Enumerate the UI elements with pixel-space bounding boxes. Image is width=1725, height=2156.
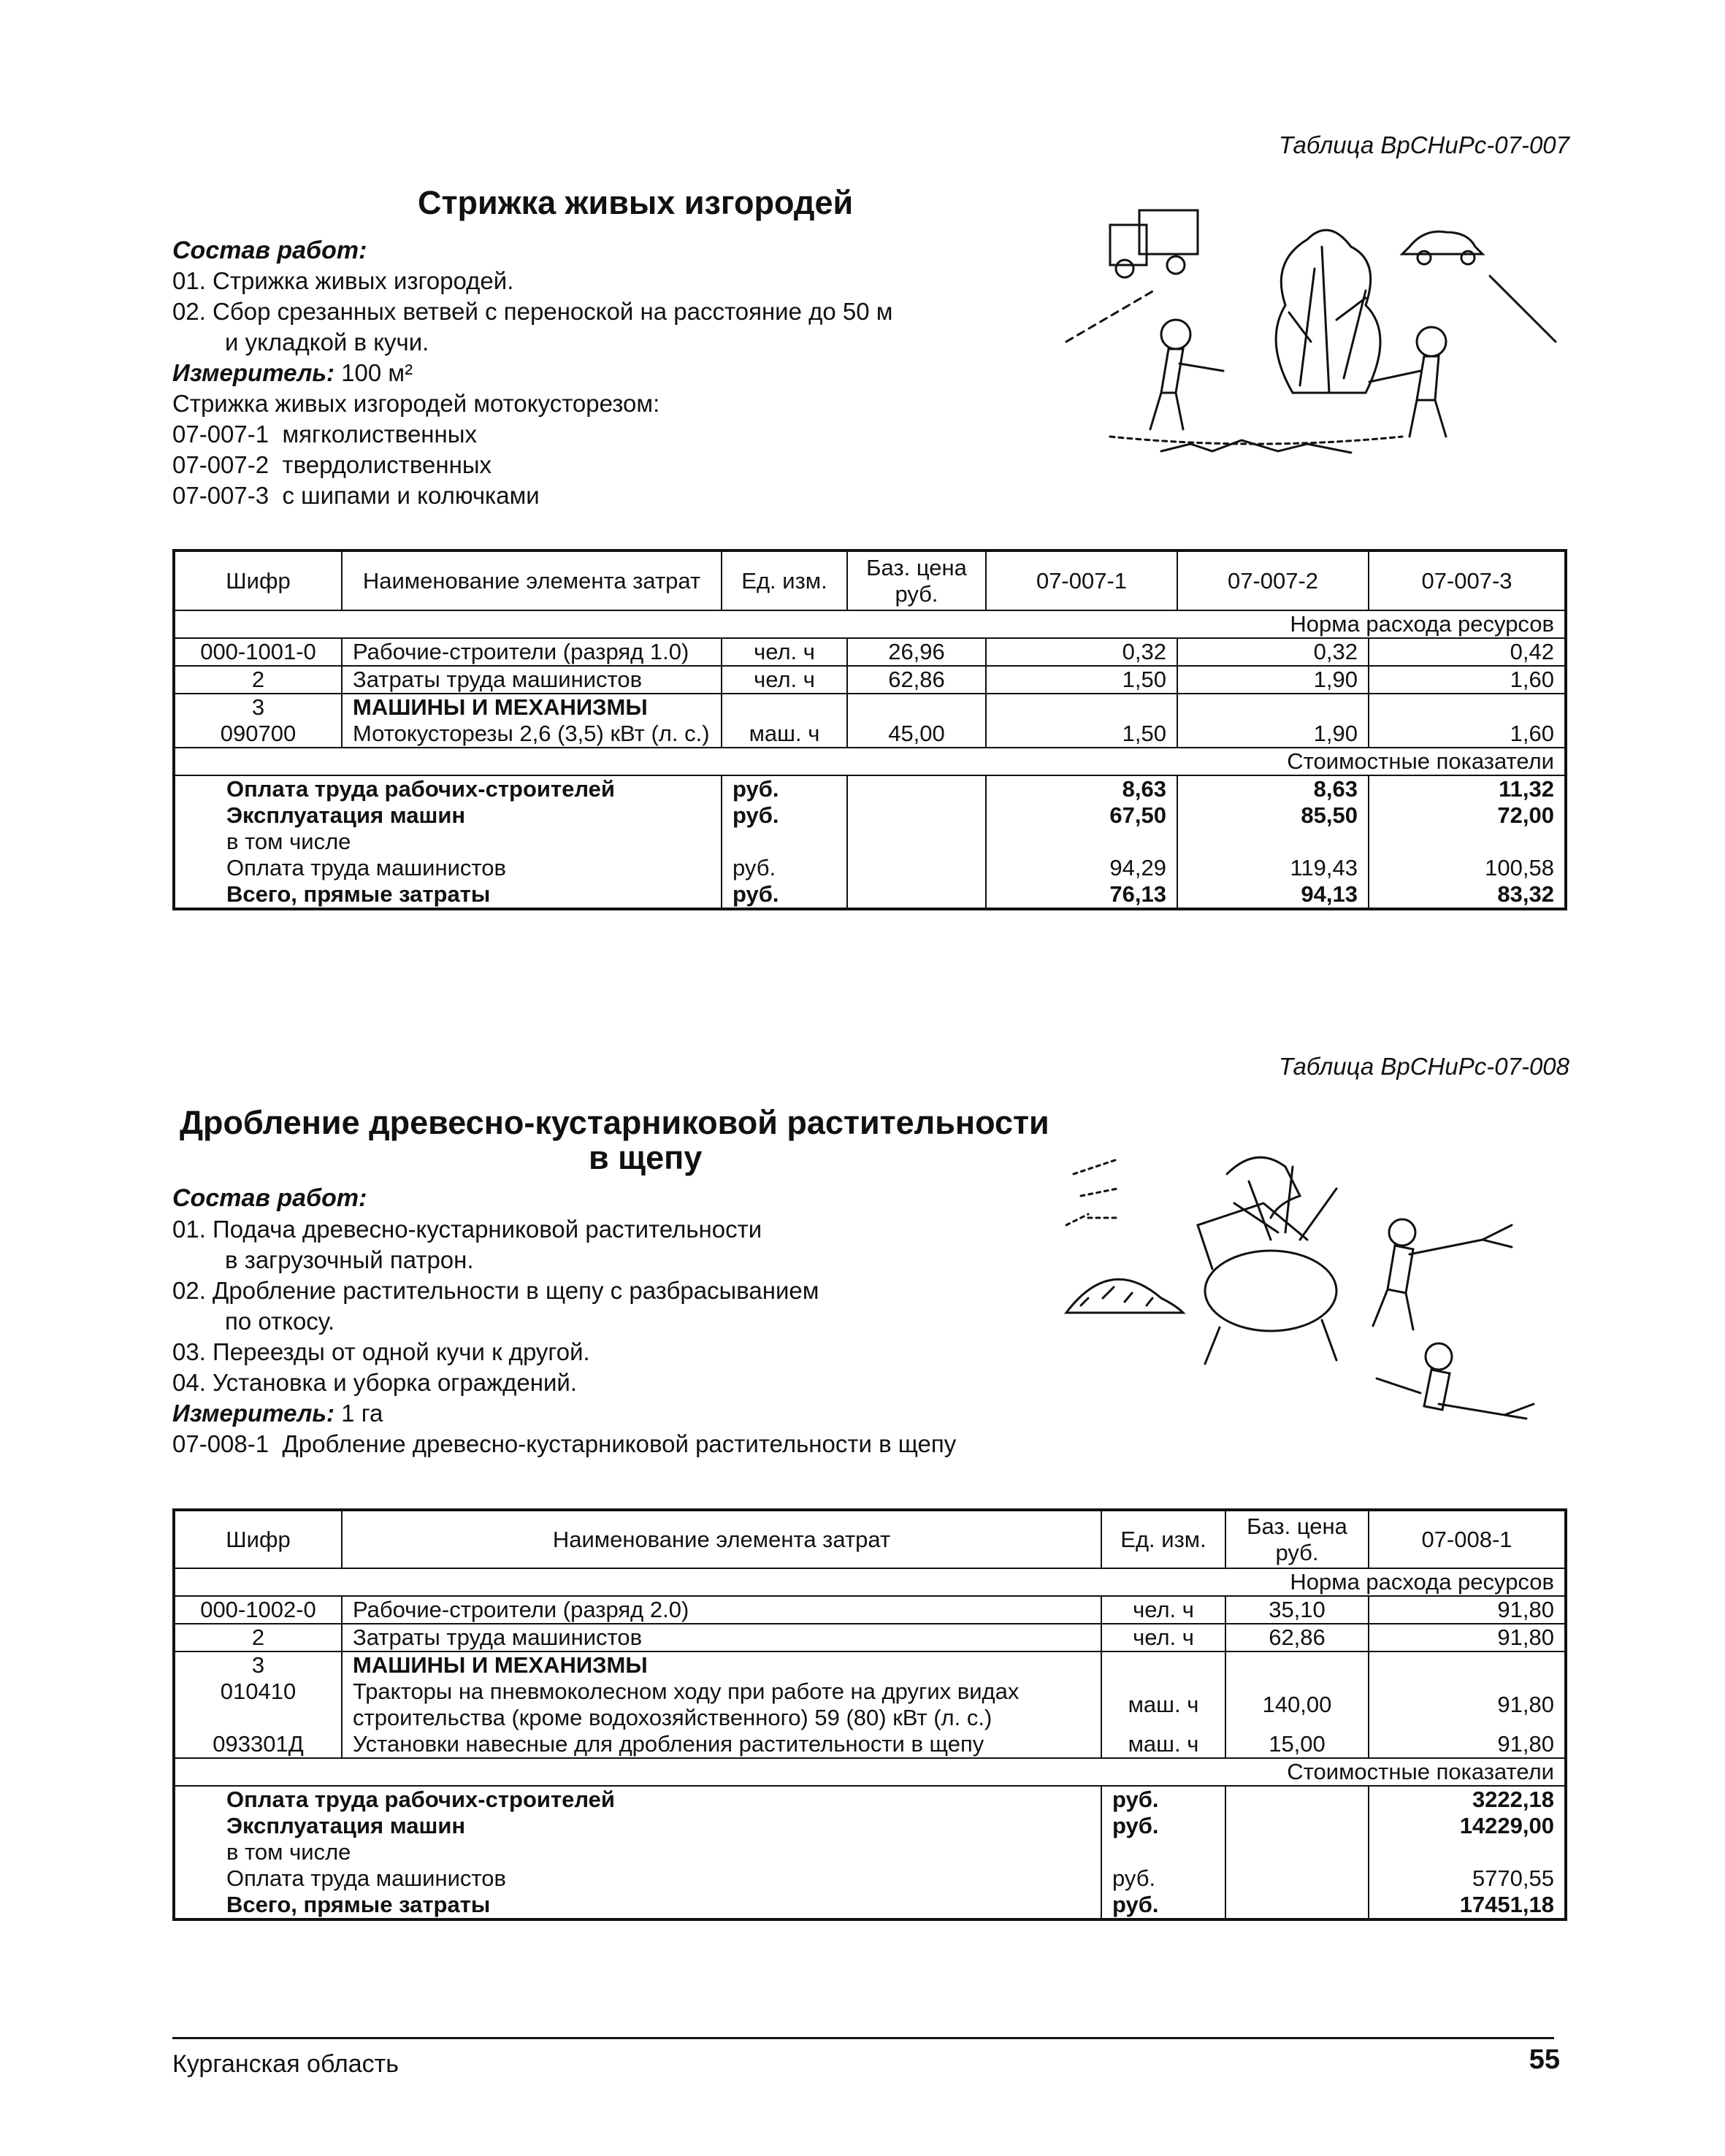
variant-line: 07-007-1 мягколиственных xyxy=(172,421,477,448)
header-price: Баз. цена руб. xyxy=(1225,1510,1369,1568)
step-line: по откосу. xyxy=(225,1308,335,1335)
meter-line: Измеритель: 100 м² xyxy=(172,359,413,386)
header-name: Наименование элемента затрат xyxy=(342,1510,1101,1568)
header-variant: 07-007-3 xyxy=(1369,550,1566,610)
table-row: 2 Затраты труда машинистов чел. ч 62,86 91,80 xyxy=(174,1624,1566,1651)
step-line: 04. Установка и уборка ограждений. xyxy=(172,1369,577,1396)
step-line: в загрузочный патрон. xyxy=(225,1246,474,1273)
section-norm: Норма расхода ресурсов xyxy=(174,1568,1566,1596)
step-line: 02. Дробление растительности в щепу с разбрасыванием xyxy=(172,1277,819,1304)
truck-icon xyxy=(1139,210,1198,254)
header-variant: 07-007-1 xyxy=(986,550,1177,610)
header-code: Шифр xyxy=(174,1510,342,1568)
resource-table xyxy=(172,549,1567,910)
table-label: Таблица ВрСНиРс-07-007 xyxy=(1279,131,1569,158)
section-title: Стрижка живых изгородей xyxy=(418,184,854,221)
cost-block: Оплата труда рабочих-строителей Эксплуатация машин в том числе Оплата труда машинистов Всего, прямые затраты руб. руб. руб. руб. 8,63 67,50 94,29 76,13 8,63 85,50 119,43 94,13 11,32 72,00 100,58 83,32 xyxy=(174,775,1566,909)
cost-block: Оплата труда рабочих-строителей Эксплуатация машин в том числе Оплата труда машинистов Всего, прямые затраты руб. руб. руб. руб. 3222,18 14229,00 5770,55 17451,18 xyxy=(174,1786,1566,1919)
composition-label: Состав работ: xyxy=(172,1184,367,1212)
table-row: 000-1002-0 Рабочие-строители (разряд 2.0) чел. ч 35,10 91,80 xyxy=(174,1596,1566,1624)
composition-label: Состав работ: xyxy=(172,237,367,264)
table-row: 3 010410 093301Д МАШИНЫ И МЕХАНИЗМЫ Тракторы на пневмоколесном ходу при работе на других видах строительства (кроме водохозяйственного) 59 (80) кВт (л. с.) Установки навесные для дробления растительности в щепу маш. ч маш. ч 140,00 15,00 91,80 91,80 xyxy=(174,1651,1566,1758)
step-line: 01. Стрижка живых изгородей. xyxy=(172,267,514,294)
header-variant: 07-007-2 xyxy=(1177,550,1369,610)
section-cost: Стоимостные показатели xyxy=(174,1758,1566,1786)
meter-line: Измеритель: 1 га xyxy=(172,1400,383,1427)
table-label: Таблица ВрСНиРс-07-008 xyxy=(1279,1053,1569,1080)
section-cost: Стоимостные показатели xyxy=(174,748,1566,775)
wood-chipper-illustration xyxy=(1052,1130,1563,1437)
step-line: 01. Подача древесно-кустарниковой растительности xyxy=(172,1216,762,1243)
header-name: Наименование элемента затрат xyxy=(342,550,722,610)
hedge-trimming-illustration xyxy=(1052,196,1563,488)
footer-rule xyxy=(172,2037,1554,2039)
table-row: 000-1001-0 Рабочие-строители (разряд 1.0) чел. ч 26,96 0,32 0,32 0,42 xyxy=(174,638,1566,666)
footer-region: Курганская область xyxy=(172,2050,399,2078)
variant-line: 07-007-2 твердолиственных xyxy=(172,451,492,478)
header-unit: Ед. изм. xyxy=(722,550,847,610)
header-code: Шифр xyxy=(174,550,342,610)
page-number: 55 xyxy=(1529,2044,1560,2075)
step-line: и укладкой в кучи. xyxy=(225,329,429,356)
section-title: Дробление древесно-кустарниковой растительности xyxy=(180,1104,1049,1141)
variant-line: 07-007-3 с шипами и колючками xyxy=(172,482,540,509)
header-price: Баз. цена руб. xyxy=(847,550,986,610)
table-row: 2 Затраты труда машинистов чел. ч 62,86 1,50 1,90 1,60 xyxy=(174,666,1566,694)
resource-table xyxy=(172,1508,1567,1921)
table-row: 3 090700 МАШИНЫ И МЕХАНИЗМЫ Мотокусторезы 2,6 (3,5) кВт (л. с.) маш. ч 45,00 1,50 1,90 1,60 xyxy=(174,694,1566,748)
variant-line: 07-008-1 Дробление древесно-кустарниковой растительности в щепу xyxy=(172,1430,957,1457)
header-unit: Ед. изм. xyxy=(1101,1510,1225,1568)
section-title-line2: в щепу xyxy=(589,1139,703,1176)
intro-line: Стрижка живых изгородей мотокусторезом: xyxy=(172,390,660,417)
section-norm: Норма расхода ресурсов xyxy=(174,610,1566,638)
step-line: 03. Переезды от одной кучи к другой. xyxy=(172,1338,590,1365)
header-variant: 07-008-1 xyxy=(1369,1510,1566,1568)
step-line: 02. Сбор срезанных ветвей с переноской на расстояние до 50 м xyxy=(172,298,893,325)
